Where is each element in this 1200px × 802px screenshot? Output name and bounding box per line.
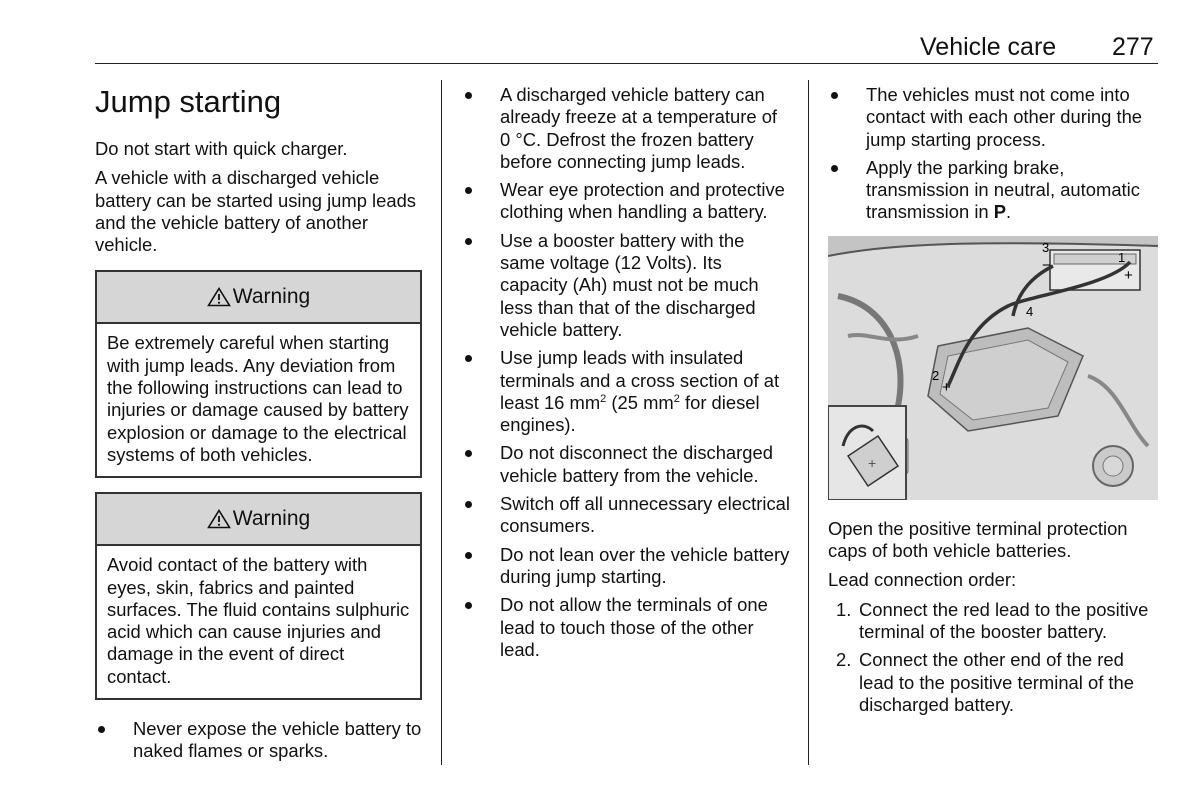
column-divider-right [808,80,809,765]
list-item: Do not lean over the vehicle battery during jump starting. [462,544,792,589]
bullet-icon [465,501,472,508]
bullet-icon [465,552,472,559]
inset-plus-symbol: + [868,454,877,471]
figure-callout-1: 1 [1118,249,1126,265]
list-item: 2. Connect the other end of the red lead to the positive terminal of the discharged battery. [836,649,1134,715]
warning-label-2: Warning [232,507,311,531]
figure-callout-4: 4 [1026,303,1034,319]
page-title: Jump starting [95,84,282,119]
column-2 [462,84,792,667]
bullet-icon [831,92,838,99]
list-item: Do not allow the terminals of one lead to touch those of the other lead. [462,594,792,661]
list-item: A discharged vehicle battery can already freeze at a temperature of 0 °C. Defrost the frozen battery before connecting jump leads. [462,84,792,173]
list-item: Wear eye protection and protective clothing when handling a battery. [462,179,792,224]
bullet-list-col2 [462,84,792,661]
bullet-icon [465,355,472,362]
bullet-icon [465,187,472,194]
list-item: Do not disconnect the discharged vehicle battery from the vehicle. [462,442,792,487]
column-divider-left [441,80,442,765]
header-rule [95,63,1158,64]
figure-minus-symbol: − [1042,256,1051,274]
figure-callout-3: 3 [1042,239,1050,255]
list-item: The vehicles must not come into contact with each other during the jump starting process. [828,84,1160,151]
warning-box-1 [95,270,422,478]
intro-paragraph-1: Do not start with quick charger. [95,138,348,159]
list-item: Use a booster battery with the same voltage (12 Volts). Its capacity (Ah) must not be much less than that of the discharged vehicle battery. [462,230,792,341]
bullet-list-col3 [828,84,1160,224]
page-number: 277 [1112,33,1154,61]
bullet-icon [465,602,472,609]
column-3 [828,84,1160,722]
bullet-icon [465,450,472,457]
paragraph-terminal-caps: Open the positive terminal protection caps of both vehicle batteries. [828,517,1128,562]
figure-plus-symbol-1: + [1124,266,1133,284]
warning-text-1: Be extremely careful when starting with jump leads. Any deviation from the following instructions can lead to injuries or damage caused by battery explosion or damage to the electrical systems of both vehicles. [107,332,409,465]
warning-triangle-icon [207,509,231,529]
warning-text-2: Avoid contact of the battery with eyes, skin, fabrics and painted surfaces. The fluid contains sulphuric acid which can cause injuries and damage in the event of direct contact. [107,554,410,687]
figure-callout-2: 2 [932,367,940,383]
bullet-icon [465,238,472,245]
bullet-icon [465,92,472,99]
list-item: Apply the parking brake, transmission in neutral, automatic transmission in P. [828,157,1160,224]
engine-bay-drawing [828,236,1158,500]
list-item: Use jump leads with insulated terminals and a cross section of at least 16 $mm^2$ (25 $mm^2$ for diesel engines). [462,347,792,436]
bullet-list-col1 [95,718,422,763]
warning-box-2 [95,492,422,700]
warning-triangle-icon [207,287,231,307]
engine-bay-illustration [828,236,1158,500]
warning-header-2 [97,494,420,546]
numbered-steps [828,599,1160,716]
column-1 [95,84,422,769]
warning-header-1 [97,272,420,324]
list-item: Switch off all unnecessary electrical consumers. [462,493,792,538]
warning-label-1: Warning [232,285,311,309]
paragraph-connection-order: Lead connection order: [828,569,1017,591]
bullet-icon [98,726,105,733]
header-section-title: Vehicle care [920,33,1057,61]
list-item: 1. Connect the red lead to the positive terminal of the booster battery. [836,598,1149,642]
intro-paragraph-2: A vehicle with a discharged vehicle battery can be started using jump leads and the vehicle battery of another vehicle. [95,167,417,256]
bullet-icon [831,165,838,172]
figure-plus-symbol-2: + [942,378,951,396]
list-item: Never expose the vehicle battery to naked flames or sparks. [95,718,422,763]
